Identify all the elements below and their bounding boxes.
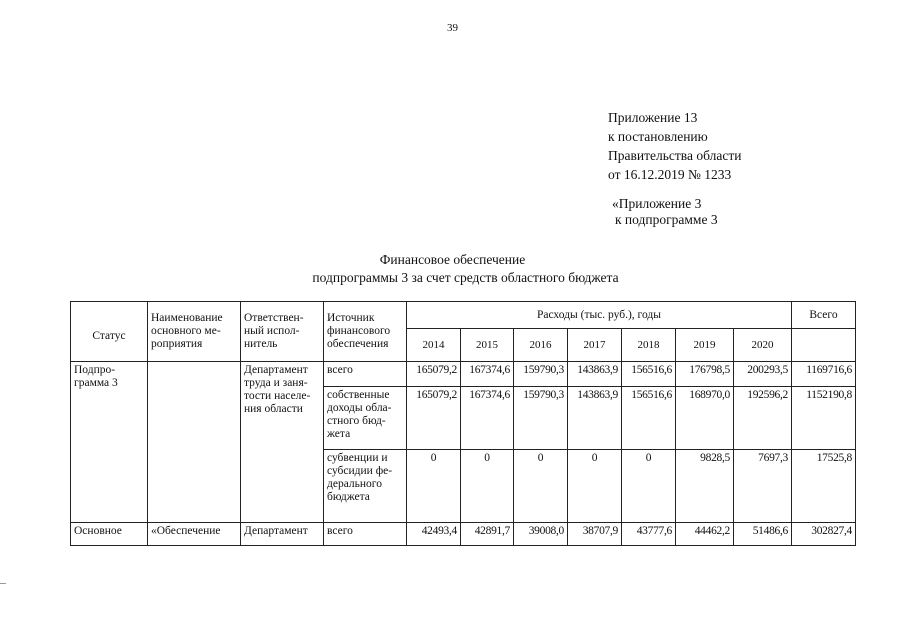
appendix-ref-line: к подпрограмме 3 <box>615 212 718 227</box>
cell-value: 42891,7 <box>461 523 514 546</box>
year-cell: 2016 <box>514 329 568 362</box>
cell-value: 167374,6 <box>461 387 514 450</box>
table-row <box>71 523 856 546</box>
header-expenses: Расходы (тыс. руб.), годы <box>407 302 792 329</box>
cell-value: 192596,2 <box>734 387 792 450</box>
cell-value: 168970,0 <box>676 387 734 450</box>
cell-responsible: Департамент труда и заня-тости населе-ния области <box>241 362 324 523</box>
year-cell: 2018 <box>622 329 676 362</box>
cell-value: 200293,5 <box>734 362 792 387</box>
cell-value: 0 <box>514 450 568 523</box>
title-line: подпрограммы 3 за счет средств областного бюджета <box>312 270 619 285</box>
cell-responsible: Департамент <box>241 523 324 546</box>
cell-value: 167374,6 <box>461 362 514 387</box>
year-total-blank <box>792 329 856 362</box>
appendix-line: от 16.12.2019 № 1233 <box>608 167 732 182</box>
title-line: Финансовое обеспечение <box>379 252 526 267</box>
appendix-line: Приложение 13 <box>608 110 698 125</box>
cell-value: 165079,2 <box>407 387 461 450</box>
appendix-line: Правительства области <box>608 148 742 163</box>
table-row <box>71 362 856 387</box>
cell-total: 17525,8 <box>792 450 856 523</box>
year-cell: 2015 <box>461 329 514 362</box>
appendix-ref-line: «Приложение 3 <box>612 196 702 211</box>
cell-name <box>148 362 241 523</box>
cell-value: 38707,9 <box>568 523 622 546</box>
cell-value: 176798,5 <box>676 362 734 387</box>
cell-value: 7697,3 <box>734 450 792 523</box>
scan-margin-mark <box>0 583 6 584</box>
cell-value: 143863,9 <box>568 362 622 387</box>
cell-source: собственные доходы обла-стного бюд-жета <box>324 387 407 450</box>
cell-value: 43777,6 <box>622 523 676 546</box>
header-source: Источник финансового обеспечения <box>324 302 407 362</box>
cell-source: всего <box>324 523 407 546</box>
cell-value: 143863,9 <box>568 387 622 450</box>
table-header-row <box>71 302 856 329</box>
year-cell: 2019 <box>676 329 734 362</box>
cell-total: 1152190,8 <box>792 387 856 450</box>
cell-value: 0 <box>568 450 622 523</box>
cell-name: «Обеспечение <box>148 523 241 546</box>
cell-value: 0 <box>407 450 461 523</box>
cell-value: 156516,6 <box>622 362 676 387</box>
cell-total: 302827,4 <box>792 523 856 546</box>
year-cell: 2014 <box>407 329 461 362</box>
cell-value: 165079,2 <box>407 362 461 387</box>
cell-value: 0 <box>461 450 514 523</box>
year-cell: 2017 <box>568 329 622 362</box>
cell-value: 0 <box>622 450 676 523</box>
header-total: Всего <box>792 302 856 329</box>
cell-status: Основное <box>71 523 148 546</box>
appendix-line: к постановлению <box>608 129 708 144</box>
cell-value: 39008,0 <box>514 523 568 546</box>
cell-total: 1169716,6 <box>792 362 856 387</box>
cell-source: субвенции и субсидии фе-дерального бюджета <box>324 450 407 523</box>
document-title <box>0 251 905 287</box>
header-responsible: Ответствен-ный испол-нитель <box>241 302 324 362</box>
cell-source: всего <box>324 362 407 387</box>
cell-value: 51486,6 <box>734 523 792 546</box>
appendix-block <box>608 108 741 184</box>
appendix-reference <box>612 196 718 228</box>
cell-value: 159790,3 <box>514 362 568 387</box>
year-cell: 2020 <box>734 329 792 362</box>
cell-value: 159790,3 <box>514 387 568 450</box>
header-name: Наименование основного ме-роприятия <box>148 302 241 362</box>
cell-value: 156516,6 <box>622 387 676 450</box>
cell-value: 42493,4 <box>407 523 461 546</box>
cell-value: 9828,5 <box>676 450 734 523</box>
cell-value: 44462,2 <box>676 523 734 546</box>
page-number: 39 <box>447 22 458 34</box>
financing-table <box>70 301 856 546</box>
cell-status: Подпро-грамма 3 <box>71 362 148 523</box>
header-status: Статус <box>71 302 148 362</box>
